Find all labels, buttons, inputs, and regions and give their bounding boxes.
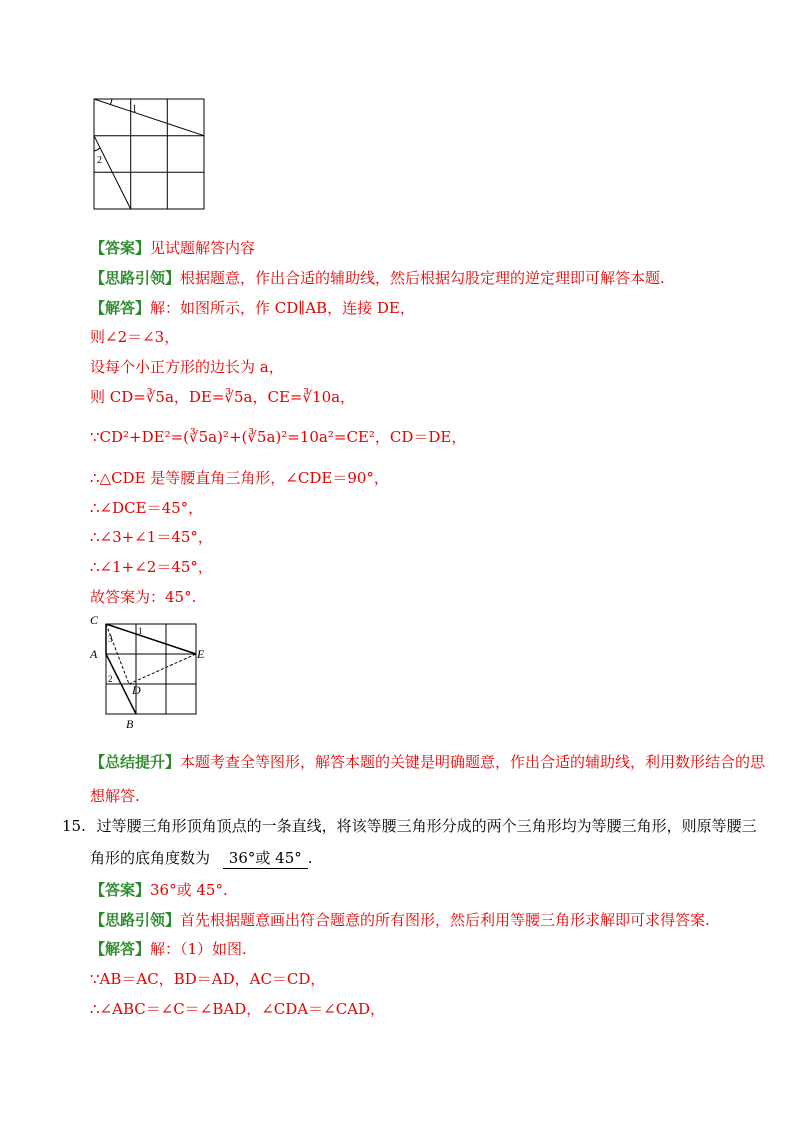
solution-step: ∵AB＝AC，BD＝AD，AC＝CD， [90, 970, 326, 988]
answer-tag: 【答案】 [90, 239, 151, 257]
solution-step: ∵CD²+DE²=(∛5a)²+(∛5a)²=10a²=CE²，CD＝DE， [90, 428, 467, 446]
question-15-cont [90, 848, 313, 869]
solution-step: ∴∠ABC＝∠C＝∠BAD，∠CDA＝∠CAD， [90, 1000, 386, 1018]
solution-step: ∴△CDE 是等腰直角三角形，∠CDE＝90°， [90, 469, 389, 487]
solution-step: 则 CD=∛5a，DE=∛5a，CE=∛10a， [90, 388, 356, 406]
angle-label-1: 1 [138, 626, 143, 636]
hint-tag: 【思路引领】 [90, 911, 181, 929]
solution-tag: 【解答】 [90, 940, 151, 958]
solution-step: 故答案为：45°. [90, 588, 197, 606]
hint-text: 首先根据题意画出符合题意的所有图形，然后利用等腰三角形求解即可求得答案. [180, 911, 710, 929]
angle-label-3: 3 [108, 634, 113, 644]
question-15 [62, 816, 757, 836]
answer-line [90, 880, 228, 900]
answer-blank: 36°或 45° [223, 848, 308, 869]
answer-line [90, 238, 255, 258]
summary-line [90, 752, 765, 772]
angle-label-2: 2 [108, 674, 113, 684]
point-label-e: E [197, 647, 205, 661]
solution-step: 设每个小正方形的边长为 a， [90, 358, 284, 376]
grid-figure-top [92, 97, 208, 213]
question-text-cont: 角形的底角度数为 [90, 849, 211, 867]
angle-label-1: 1 [132, 104, 137, 115]
hint-tag: 【思路引领】 [90, 269, 181, 287]
question-text: 过等腰三角形顶角顶点的一条直线，将该等腰三角形分成的两个三角形均为等腰三角形，则原等腰三 [96, 817, 757, 835]
answer-text: 见试题解答内容 [150, 239, 256, 257]
summary-text: 本题考查全等图形，解答本题的关键是明确题意，作出合适的辅助线，利用数形结合的思 [180, 753, 766, 771]
hint-text: 根据题意，作出合适的辅助线，然后根据勾股定理的逆定理即可解答本题. [180, 269, 665, 287]
solution-intro: 解：（1）如图. [150, 940, 247, 958]
question-end: . [307, 849, 313, 867]
solution-step: ∴∠1+∠2＝45°， [90, 558, 213, 576]
answer-tag: 【答案】 [90, 881, 151, 899]
point-label-b: B [126, 717, 134, 731]
solution-step: ∴∠3+∠1＝45°， [90, 528, 213, 546]
point-label-c: C [90, 613, 99, 627]
hint-line [90, 268, 665, 288]
question-number: 15. [62, 817, 86, 835]
point-label-a: A [90, 647, 98, 661]
summary-text-cont: 想解答. [90, 787, 140, 805]
answer-text: 36°或 45°. [150, 881, 228, 899]
hint-line [90, 910, 710, 930]
summary-tag: 【总结提升】 [90, 753, 181, 771]
solution-step: ∴∠DCE＝45°， [90, 499, 204, 517]
solution-line [90, 939, 247, 959]
solution-line [90, 298, 415, 318]
solution-intro: 解：如图所示，作 CD∥AB，连接 DE， [150, 299, 415, 317]
solution-step: 则∠2＝∠3， [90, 328, 180, 346]
solution-tag: 【解答】 [90, 299, 151, 317]
point-label-d: D [132, 683, 141, 697]
angle-label-2: 2 [97, 155, 102, 166]
grid-figure-bottom [86, 612, 216, 732]
